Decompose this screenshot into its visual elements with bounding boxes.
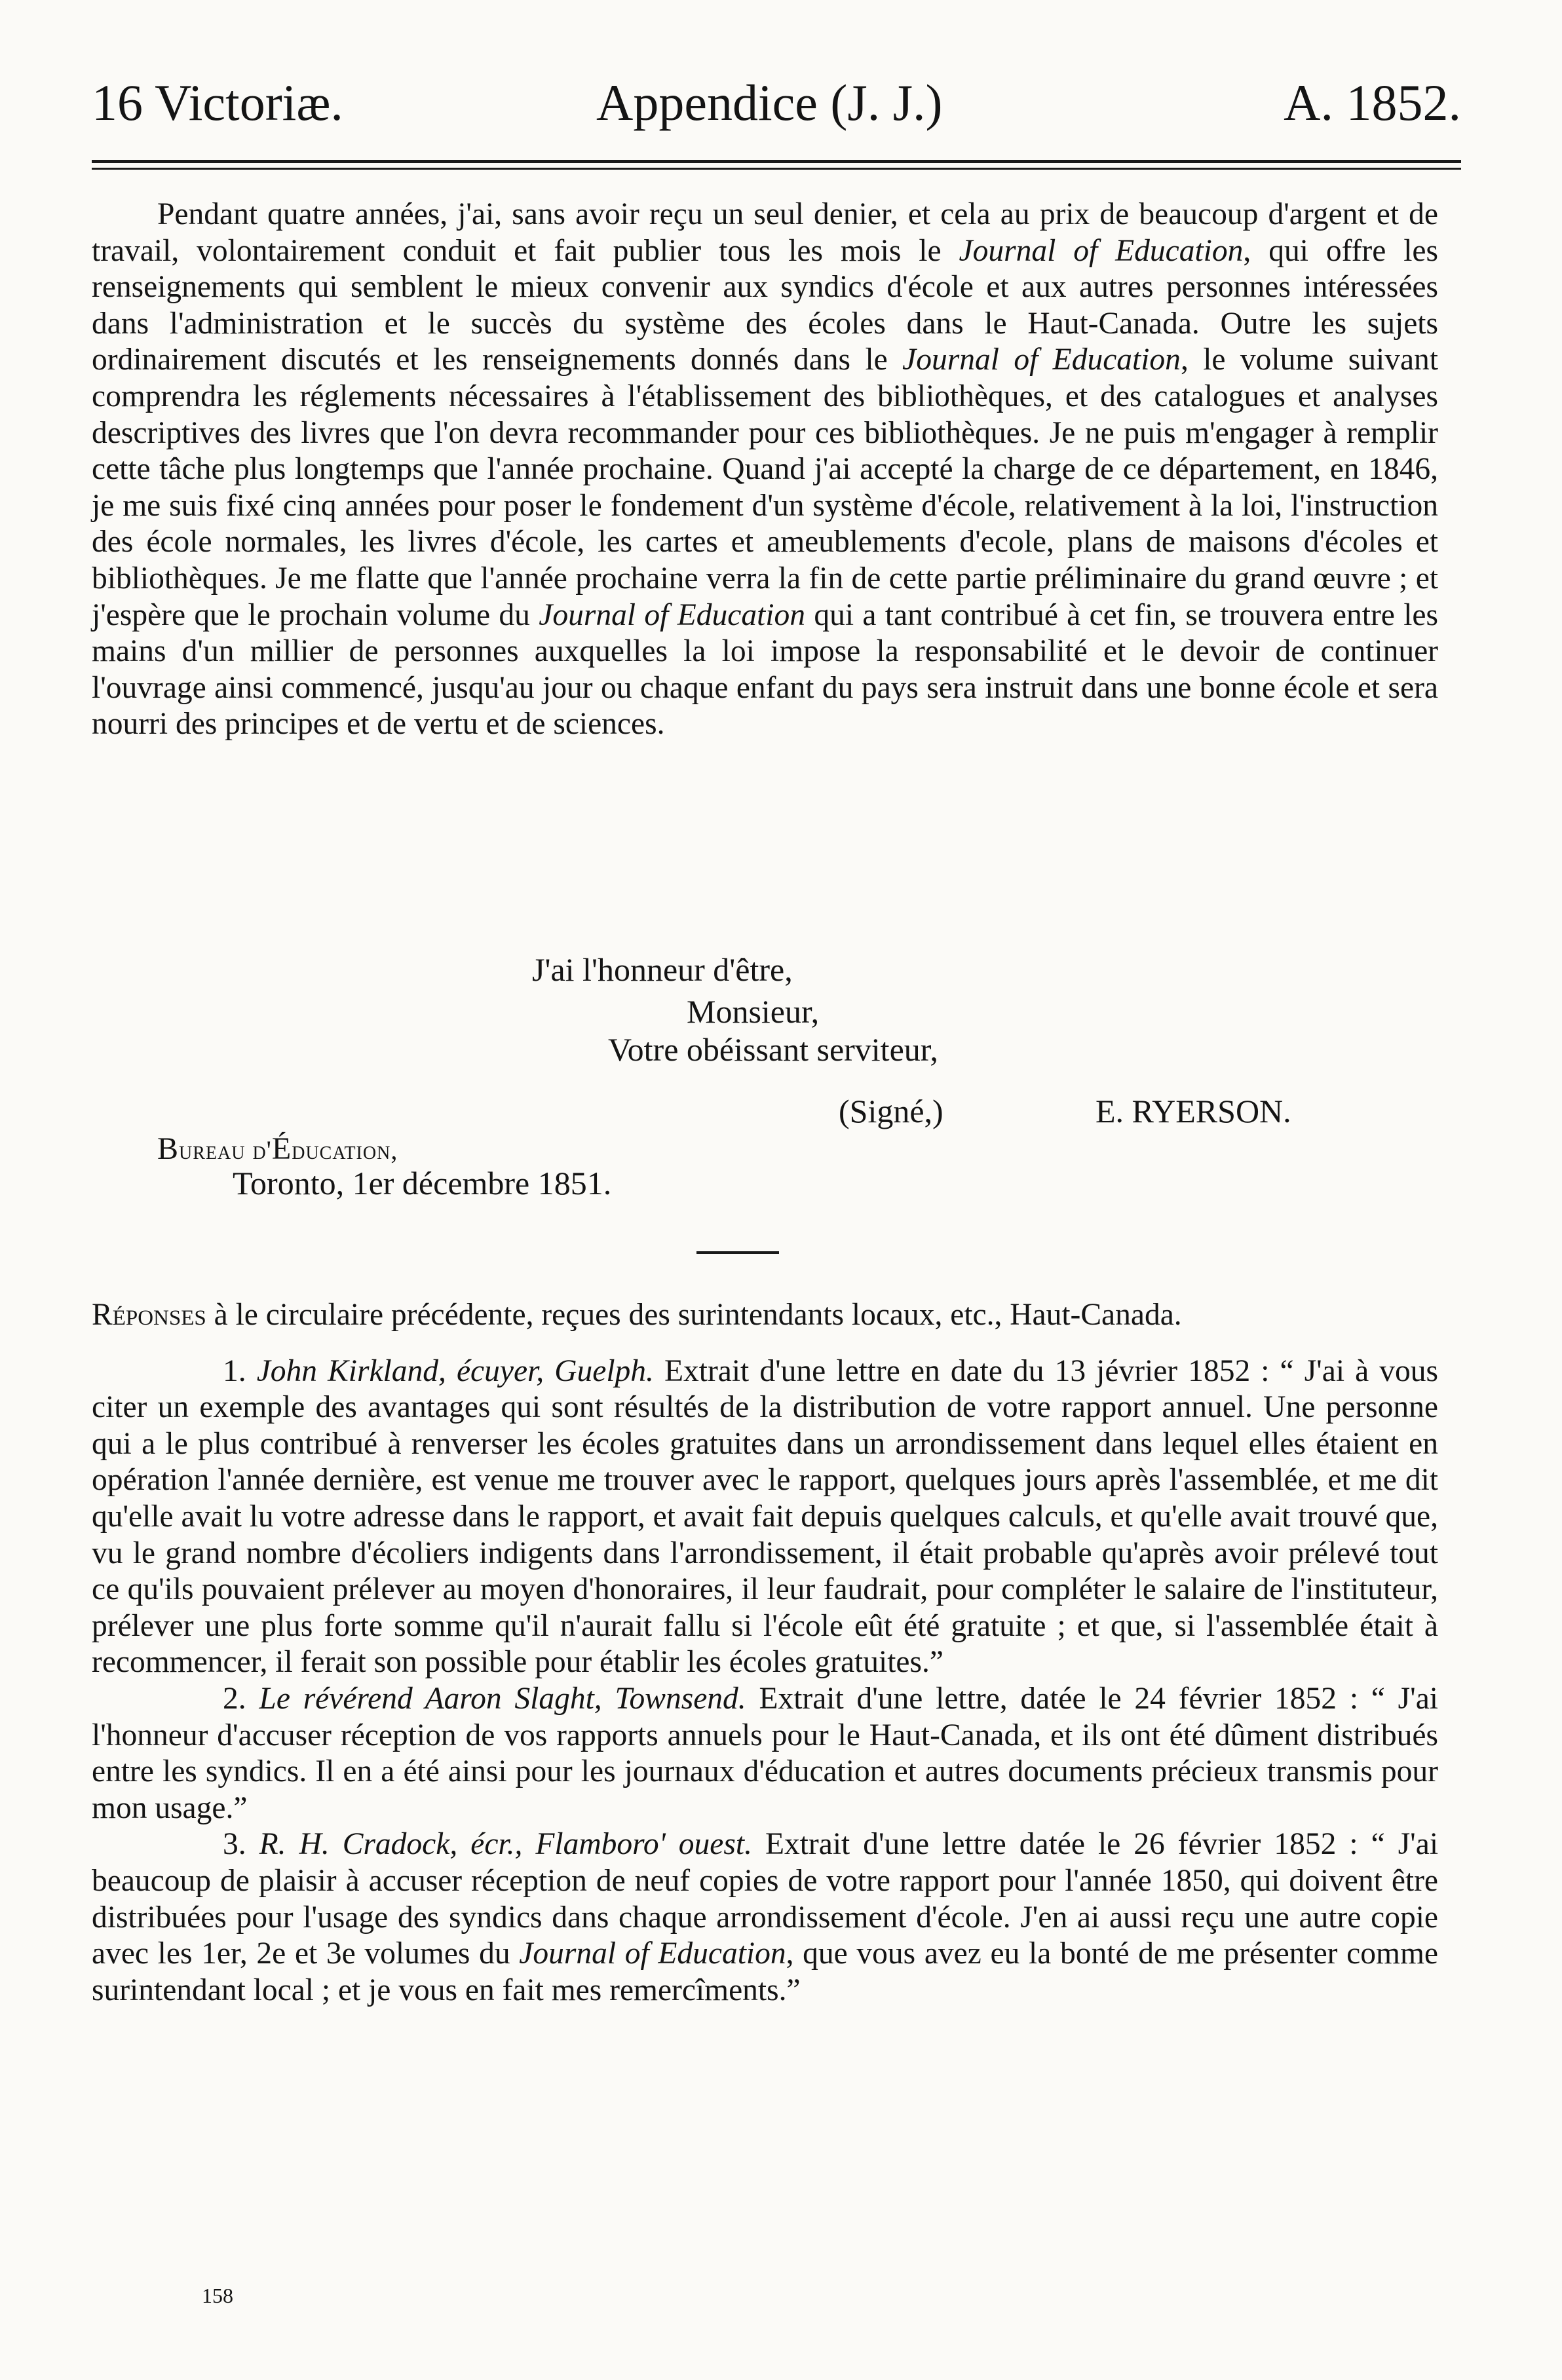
item-author: John Kirkland, écuyer, Guelph. bbox=[256, 1353, 654, 1388]
intro-paragraph bbox=[92, 197, 1438, 743]
item-number: 1. bbox=[223, 1353, 246, 1388]
intro-text-4: qui a tant contribué à cet fin, se trouvera entre les mains d'un millier de personnes auxquelles la loi impose la responsabilité et le devoir de continuer l'ouvrage ainsi commencé, jusqu'au jour ou chaque enfant du pays sera instruit dans une bonne école et sera nourri des principes et de vertu et de sciences. bbox=[92, 597, 1438, 742]
page-number: 158 bbox=[202, 2284, 233, 2307]
header-rule-thick bbox=[92, 160, 1461, 163]
journal-title: Journal of Education bbox=[519, 1936, 786, 1971]
item-text: Extrait d'une lettre, datée le 24 février 1852 : “ J'ai l'honneur d'accuser réception de vos rapports annuels pour le Haut-Canada, et ils ont été dûment distribués entre les syndics. Il en a été ainsi pour les journaux d'éducation et autres documents précieux transmis pour mon usage.” bbox=[92, 1681, 1438, 1825]
closing-servant: Votre obéissant serviteur, bbox=[608, 1031, 938, 1068]
journal-title-1: Journal of Education bbox=[959, 233, 1244, 268]
header-session: 16 Victoriæ. bbox=[92, 74, 343, 131]
closing-place-date: Toronto, 1er décembre 1851. bbox=[233, 1165, 612, 1201]
office-initial-b: B bbox=[157, 1131, 180, 1166]
section-separator bbox=[696, 1251, 779, 1254]
responses-heading bbox=[92, 1297, 1438, 1334]
journal-title-2: Journal of Education bbox=[902, 343, 1181, 377]
item-text-2: , que vous avez eu la bonté de me présenter comme surintendant local ; et je vous en fait mes remercîments.” bbox=[92, 1936, 1438, 2007]
heading-small-caps: éponses bbox=[112, 1298, 206, 1332]
office-initial-e: É bbox=[271, 1131, 292, 1166]
item-number: 3. bbox=[223, 1827, 246, 1862]
closing-office bbox=[157, 1131, 398, 1169]
item-text-1: Extrait d'une lettre datée le 26 février 1852 : “ J'ai beaucoup de plaisir à accuser réception de neuf copies de votre rapport pour l'année 1850, qui doivent être distribuées pour l'usage des syndics dans chaque arrondissement d'école. J'en ai aussi reçu une autre copie avec les 1er, 2e et 3e volumes du bbox=[92, 1827, 1439, 1971]
closing-signatory-name: E. RYERSON. bbox=[1095, 1093, 1291, 1129]
closing-signed-label: (Signé,) bbox=[839, 1093, 943, 1129]
running-header bbox=[92, 73, 1461, 132]
office-word-2: ducation, bbox=[292, 1135, 398, 1165]
response-item-1 bbox=[92, 1353, 1438, 1681]
heading-spacer bbox=[92, 1334, 1438, 1353]
header-rule-thin bbox=[92, 168, 1461, 170]
responses-section bbox=[92, 1297, 1438, 2009]
intro-text-3: , le volume suivant comprendra les réglements nécessaires à l'établissement des bibliothèques, et des catalogues et analyses descriptives des livres que l'on devra recommander pour ces bibliothèques. Je ne puis m'engager à remplir cette tâche plus longtemps que l'année prochaine. Quand j'ai accepté la charge de ce département, en 1846, je me suis fixé cinq années pour poser le fondement d'un système d'école, relativement à la loi, l'instruction des école normales, les livres d'école, les cartes et ameublements d'ecole, plans de maisons d'écoles et bibliothèques. Je me flatte que l'année prochaine verra la fin de cette partie préliminaire du grand œuvre ; et j'espère que le prochain volume du bbox=[92, 343, 1439, 632]
intro-paragraph-block bbox=[92, 197, 1438, 743]
closing-addressee: Monsieur, bbox=[687, 993, 820, 1030]
item-author: Le révérend Aaron Slaght, Townsend. bbox=[259, 1681, 746, 1716]
intro-text-2: , qui offre les renseignements qui semblent le mieux convenir aux syndics d'école et aux autres personnes intéressées dans l'administration et le succès du système des écoles dans le Haut-Canada. Outre les sujets ordinairement discutés et les renseignements donnés dans le bbox=[92, 233, 1439, 377]
intro-text-1: Pendant quatre années, j'ai, sans avoir reçu un seul denier, et cela au prix de beaucoup d'argent et de travail, volontairement conduit et fait publier tous les mois le bbox=[92, 197, 1438, 268]
heading-initial: R bbox=[92, 1298, 113, 1332]
item-number: 2. bbox=[223, 1681, 246, 1716]
item-text: Extrait d'une lettre en date du 13 jévrier 1852 : “ J'ai à vous citer un exemple des avantages qui sont résultés de la distribution de votre rapport annuel. Une personne qui a le plus contribué à renverser les écoles gratuites dans un arrondissement dans lequel elles étaient en opération l'année dernière, est venue me trouver avec le rapport, quelques jours après l'assemblée, et me dit qu'elle avait lu votre adresse dans le rapport, et avait fait depuis quelques calculs, et qu'elle avait trouvé que, vu le grand nombre d'écoliers indigents dans l'arrondissement, il était probable qu'après avoir prélevé tout ce qu'ils pouvaient prélever au moyen d'honoraires, il leur faudrait, pour compléter le salaire de l'instituteur, prélever une plus forte somme qu'il n'aurait fallu si l'école eût été gratuite ; et que, si l'assemblée était à recommencer, il ferait son possible pour établir les écoles gratuites.” bbox=[92, 1353, 1438, 1680]
header-year: A. 1852. bbox=[1284, 74, 1461, 131]
item-author: R. H. Cradock, écr., Flamboro' ouest. bbox=[259, 1827, 752, 1862]
heading-text: à le circulaire précédente, reçues des surintendants locaux, etc., Haut-Canada. bbox=[206, 1298, 1182, 1332]
journal-title-3: Journal of Education bbox=[539, 597, 805, 632]
response-item-2 bbox=[92, 1681, 1438, 1826]
office-word-1: ureau d' bbox=[179, 1135, 272, 1165]
header-appendix: Appendice (J. J.) bbox=[596, 74, 943, 131]
response-item-3 bbox=[92, 1826, 1438, 2009]
closing-salutation: J'ai l'honneur d'être, bbox=[532, 951, 793, 988]
